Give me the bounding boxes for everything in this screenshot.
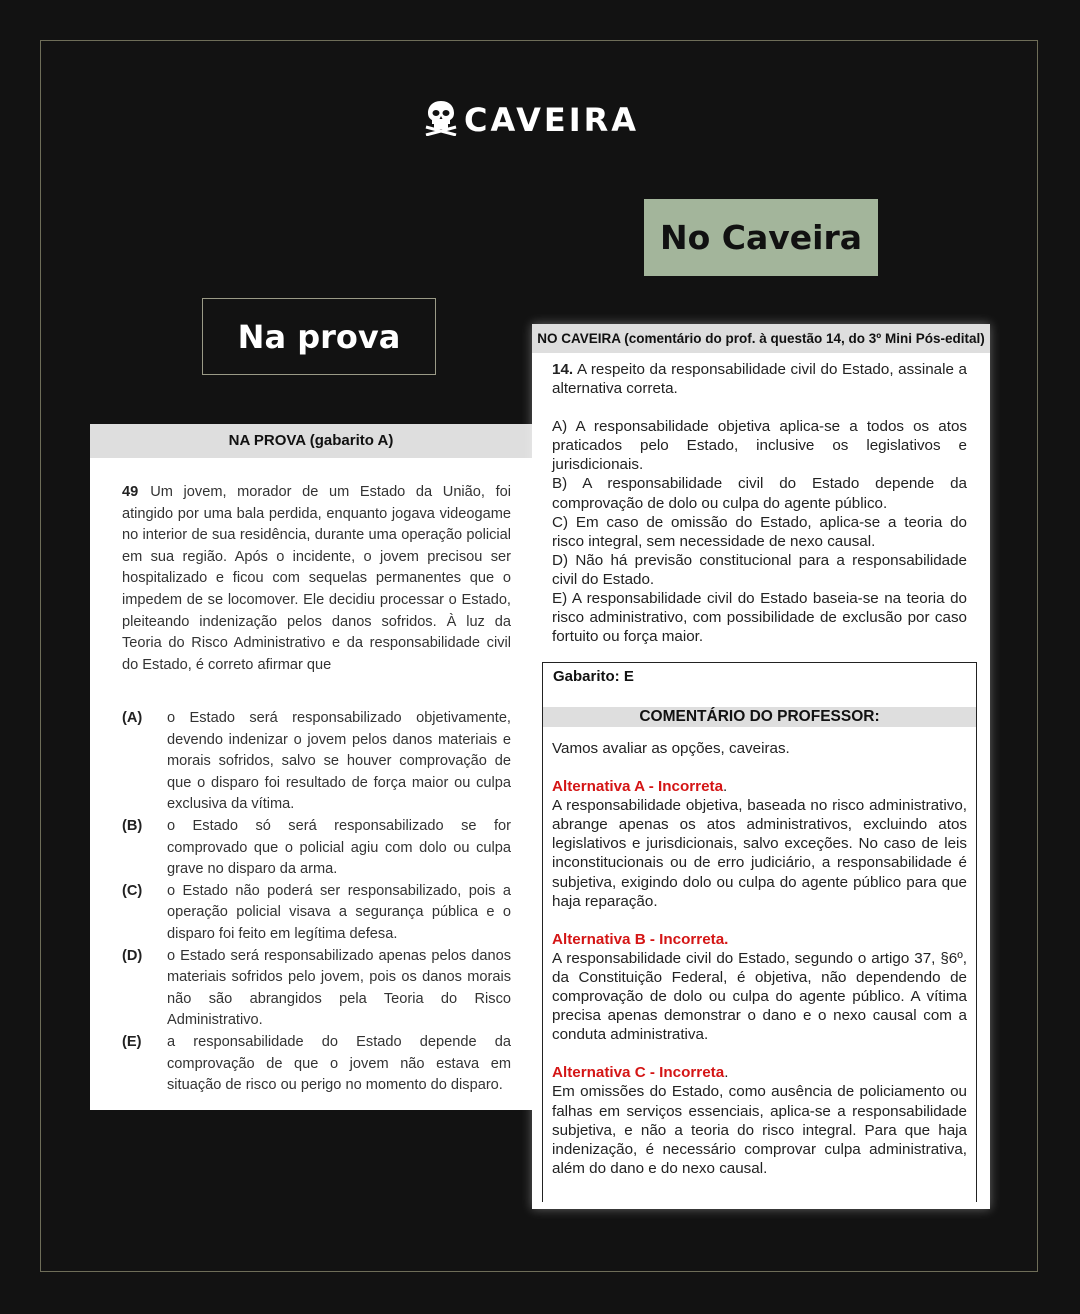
alternative-title: Alternativa C - Incorreta bbox=[552, 1064, 725, 1082]
alternative-title: Alternativa B - Incorreta. bbox=[552, 930, 729, 948]
alternative-title-suffix: . bbox=[723, 778, 728, 796]
caveira-question-text: A respeito da responsabilidade civil do Estado, assinale a alternativa correta. bbox=[552, 361, 967, 398]
caveira-option: C) Em caso de omissão do Estado, aplica-se a teoria do risco integral, sem necessidade de nexo causal. bbox=[552, 513, 967, 550]
alternative-text: A responsabilidade objetiva, baseada no risco administrativo, abrange apenas os atos administrativos, excluindo atos legislativos e jurisdicionais, salvo exceções. No caso de leis inconstitucionais ou de erro judiciário, a responsabilidade é subjetiva, exigindo dolo ou culpa do agente público para que haja reparação. bbox=[552, 797, 967, 910]
exam-option bbox=[122, 881, 511, 946]
exam-question-text: Um jovem, morador de um Estado da União, foi atingido por uma bala perdida, enquanto jogava videogame no interior de sua residência, durante uma operação policial em sua região. Após o incidente, o jovem precisou ser hospitalizado e ficou com sequelas permanentes que o impedem de se locomover. Ele decidiu processar o Estado, pleiteando indenização pelos danos sofridos. À luz da Teoria do Risco Administrativo e da responsabilidade civil do Estado, é correto afirmar que bbox=[122, 484, 511, 673]
caveira-option: E) A responsabilidade civil do Estado baseia-se na teoria do risco administrativo, com possibilidade de exclusão por caso fortuito ou força maior. bbox=[552, 590, 967, 646]
alternative-text: A responsabilidade civil do Estado, segundo o artigo 37, §6º, da Constituição Federal, é objetiva, não dependendo de comprovação de dolo ou culpa do agente público. A vítima precisa apenas demonstrar o dano e o nexo causal com a conduta administrativa. bbox=[552, 949, 967, 1044]
brand-logo bbox=[424, 100, 639, 140]
alternative-title-suffix: . bbox=[724, 1064, 729, 1082]
alternative-title: Alternativa A - Incorreta bbox=[552, 778, 724, 796]
professor-comment bbox=[552, 739, 967, 1178]
logo-wordmark: CAVEIRA bbox=[464, 101, 640, 139]
answer-key: Gabarito: E bbox=[553, 668, 634, 685]
answer-key-box bbox=[542, 662, 977, 1202]
caveira-question bbox=[552, 360, 967, 646]
alternative-text: Em omissões do Estado, como ausência de policiamento ou falhas em serviços essenciais, aplica-se a responsabilidade subjetiva, e não a teoria do risco integral. Para que haja indenização, é necessário comprovar culpa administrativa, além do dano e do nexo causal. bbox=[552, 1083, 967, 1177]
option-text: o Estado não poderá ser responsabilizado, pois a operação policial visava a segurança pública e o disparo foi feito em legítima defesa. bbox=[167, 882, 511, 942]
caveira-option: B) A responsabilidade civil do Estado depende da comprovação de dolo ou culpa do agente público. bbox=[552, 475, 967, 512]
exam-option bbox=[122, 708, 511, 816]
exam-options bbox=[122, 708, 511, 1097]
exam-option bbox=[122, 946, 511, 1032]
exam-question-number: 49 bbox=[122, 484, 139, 500]
caveira-option: D) Não há previsão constitucional para a responsabilidade civil do Estado. bbox=[552, 551, 967, 588]
no-caveira-tag: No Caveira bbox=[644, 199, 878, 276]
caveira-question-number: 14. bbox=[552, 361, 574, 378]
exam-option bbox=[122, 816, 511, 881]
exam-question-card bbox=[90, 424, 532, 1110]
option-text: o Estado será responsabilizado apenas pelos danos materiais sofridos pelo jovem, pois os danos morais não são abrangidos pela Teoria do Risco Administrativo. bbox=[167, 947, 511, 1029]
option-letter: (D) bbox=[122, 947, 143, 964]
option-text: o Estado será responsabilizado objetivamente, devendo indenizar o jovem pelos danos materiais e morais sofridos, salvo se houver comprovação de que o disparo foi resultado de força maior ou culpa exclusiva da vítima. bbox=[167, 710, 511, 813]
na-prova-tag: Na prova bbox=[202, 298, 436, 375]
exam-option bbox=[122, 1032, 511, 1097]
exam-question bbox=[122, 482, 511, 676]
option-letter: (B) bbox=[122, 817, 143, 834]
option-text: a responsabilidade do Estado depende da comprovação de que o jovem não estava em situação de risco ou perigo no momento do disparo. bbox=[167, 1033, 511, 1094]
exam-card-header: NA PROVA (gabarito A) bbox=[90, 424, 532, 458]
comment-intro: Vamos avaliar as opções, caveiras. bbox=[552, 740, 790, 757]
caveira-option: A) A responsabilidade objetiva aplica-se a todos os atos praticados pelo Estado, inclusive os legislativos e jurisdicionais. bbox=[552, 418, 967, 474]
caveira-question-card bbox=[532, 324, 990, 1209]
option-letter: (E) bbox=[122, 1033, 142, 1050]
option-text: o Estado só será responsabilizado se for comprovado que o policial agiu com dolo ou culpa grave no disparo da arma. bbox=[167, 817, 511, 878]
professor-comment-header: COMENTÁRIO DO PROFESSOR: bbox=[543, 707, 976, 727]
option-letter: (A) bbox=[122, 710, 143, 726]
option-letter: (C) bbox=[122, 882, 143, 899]
caveira-card-header: NO CAVEIRA (comentário do prof. à questão 14, do 3º Mini Pós-edital) bbox=[532, 324, 990, 353]
skull-icon bbox=[424, 100, 458, 141]
